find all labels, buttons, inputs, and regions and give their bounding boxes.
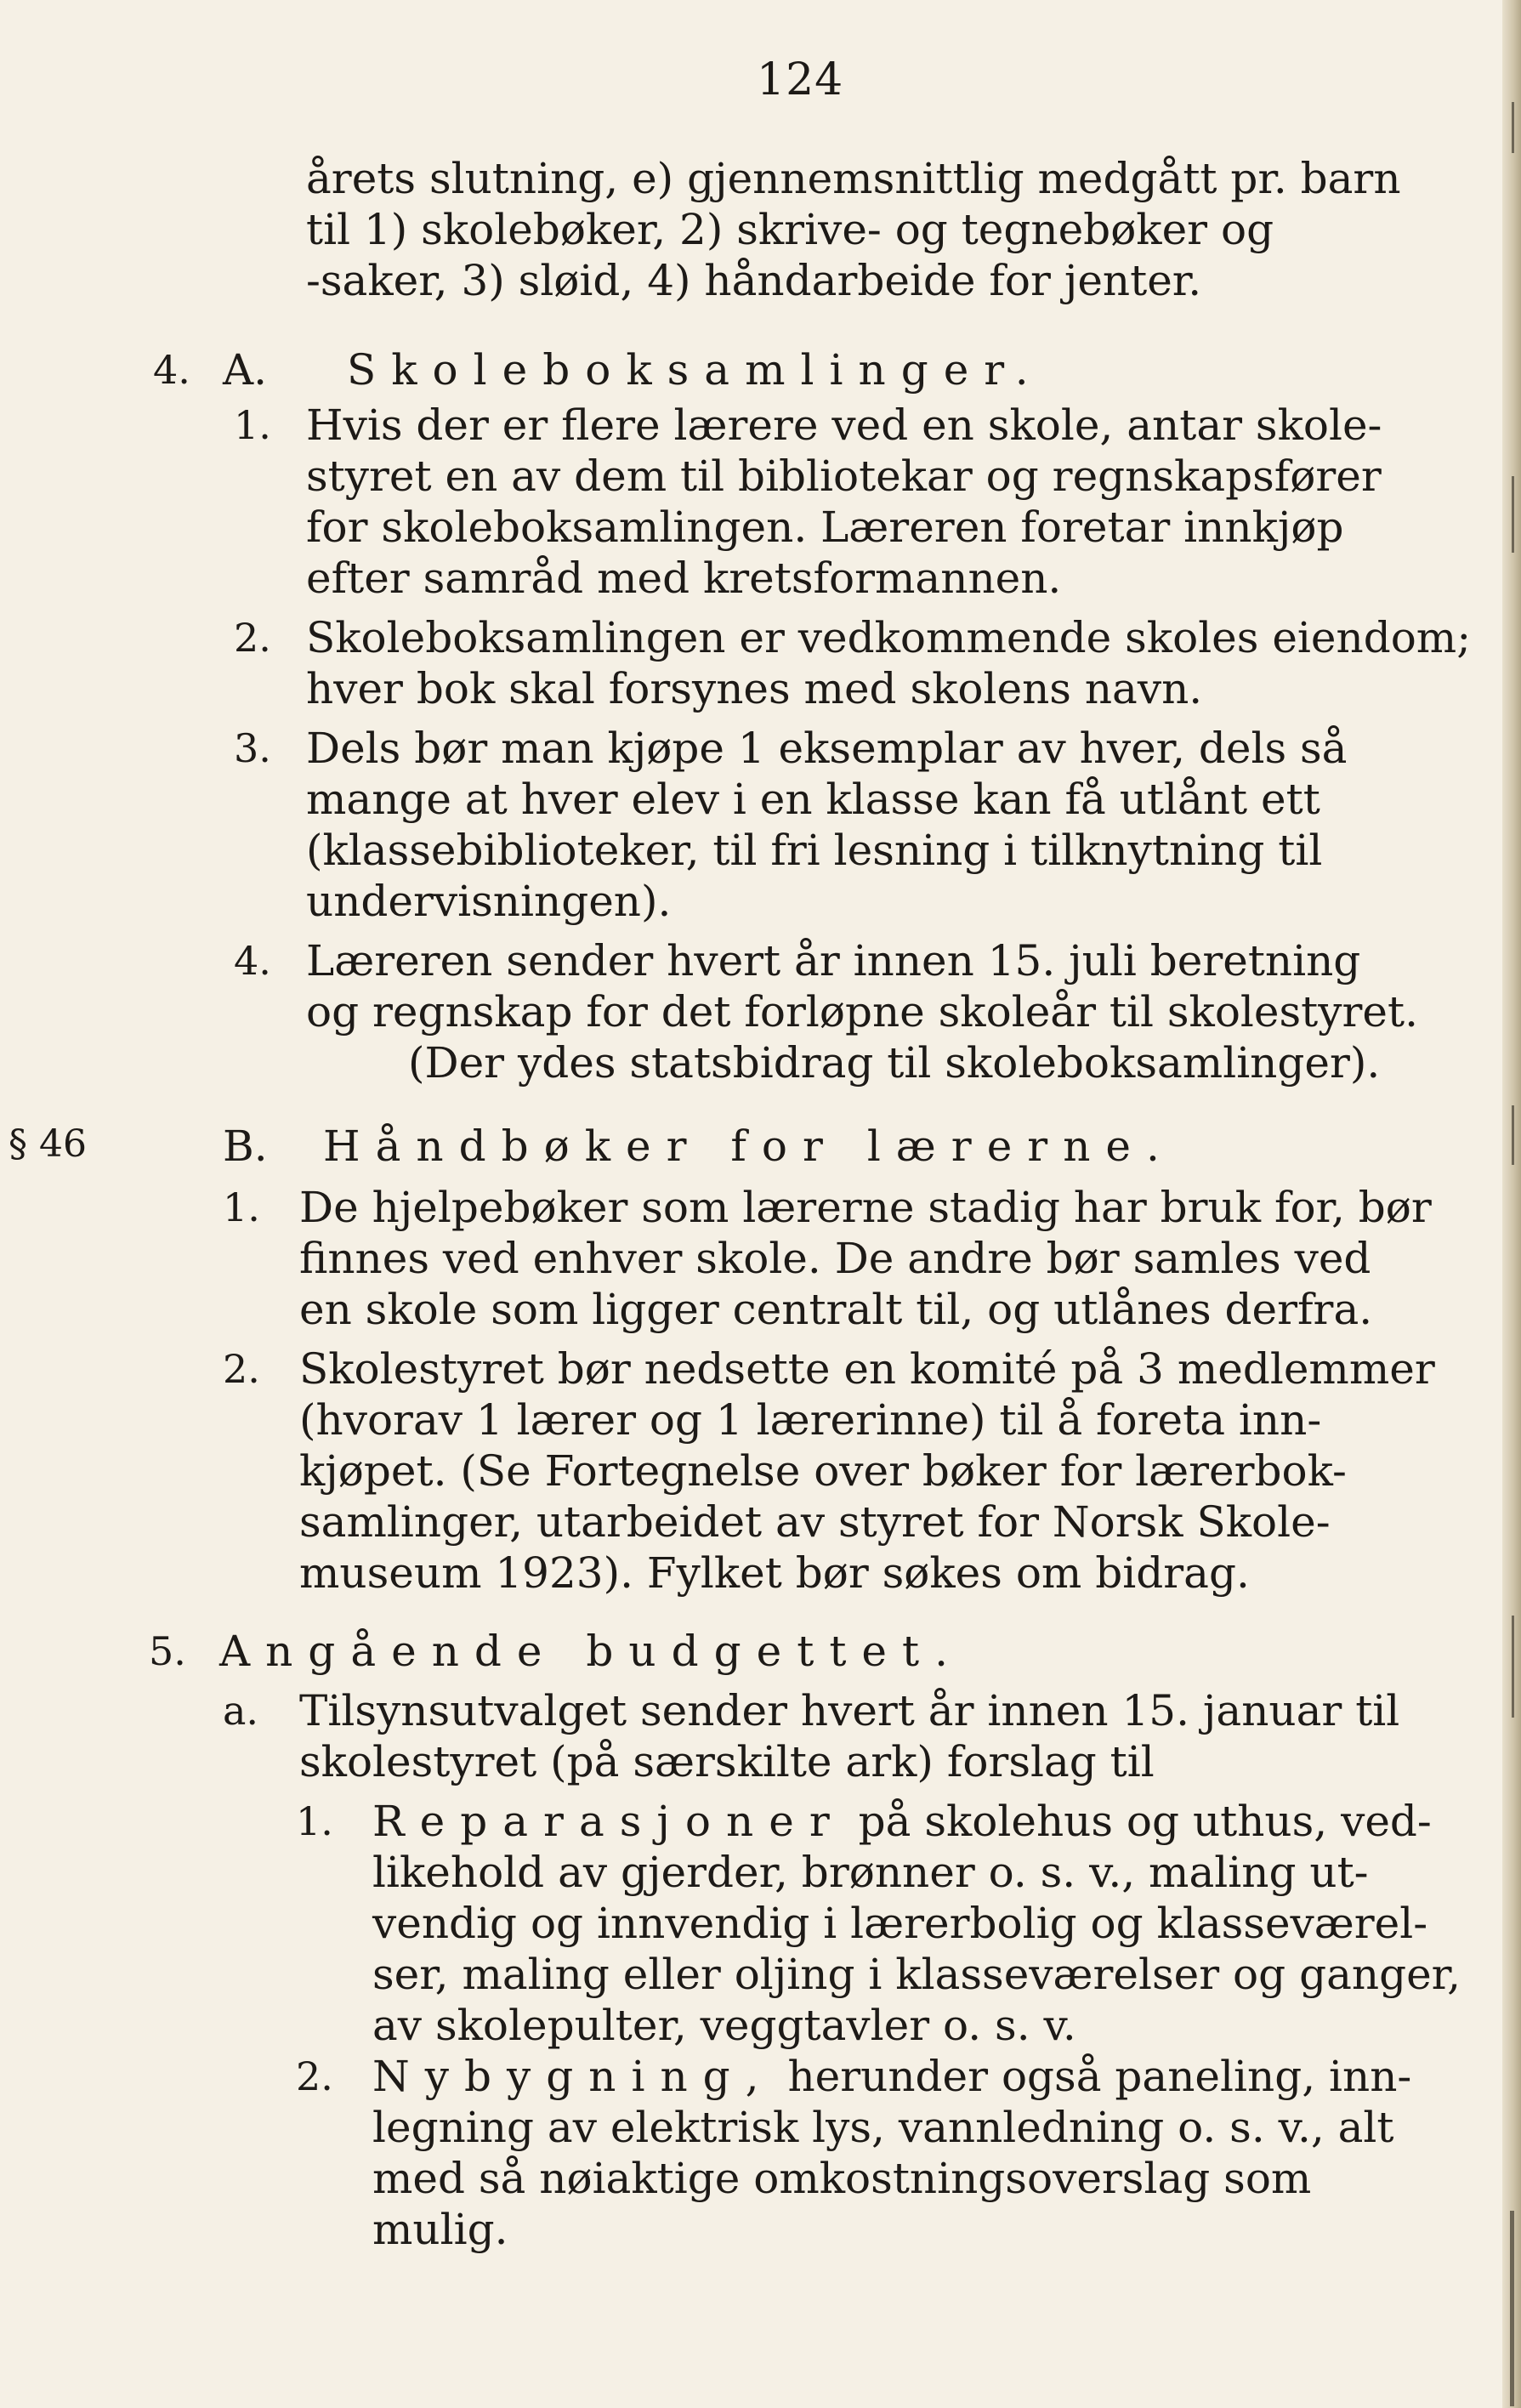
item-line: Læreren sender hvert år innen 15. juli beretning <box>306 936 1361 985</box>
subitem-number: 1. <box>296 1798 333 1844</box>
item-line: mange at hver elev i en klasse kan få utlånt ett <box>306 775 1320 824</box>
subitem-first-line <box>372 1796 1432 1847</box>
subsection-letter: B. <box>223 1122 268 1171</box>
item-line: Hvis der er flere lærere ved en skole, antar skole- <box>306 400 1382 450</box>
item-number: 2. <box>234 615 271 661</box>
item-letter: a. <box>223 1688 259 1734</box>
page-number: 124 <box>757 54 844 105</box>
subsection-heading: Håndbøker for lærerne. <box>323 1122 1175 1171</box>
section-heading: Skoleboksamlinger. <box>347 345 1044 395</box>
item-number: 4. <box>234 938 271 984</box>
subitem-line: likehold av gjerder, brønner o. s. v., maling ut- <box>372 1848 1369 1897</box>
section-letter: A. <box>223 345 268 395</box>
subitem-line: med så nøiaktige omkostningsoverslag som <box>372 2154 1312 2203</box>
section-heading: Angående budgettet. <box>219 1627 963 1676</box>
subitem-lead: Nybygning, <box>372 2052 775 2101</box>
item-number: 1. <box>234 402 271 448</box>
item-line: finnes ved enhver skole. De andre bør samles ved <box>299 1234 1371 1283</box>
subitem-lead: Reparasjoner <box>372 1797 845 1846</box>
item-line: efter samråd med kretsformannen. <box>306 554 1062 603</box>
item-line: De hjelpebøker som lærerne stadig har bruk for, bør <box>299 1183 1432 1232</box>
intro-line: -saker, 3) sløid, 4) håndarbeide for jenter. <box>306 256 1202 305</box>
item-line: Skolestyret bør nedsette en komité på 3 medlemmer <box>299 1344 1435 1394</box>
margin-section-reference: § 46 <box>9 1122 87 1166</box>
item-line: og regnskap for det forløpne skoleår til skolestyret. <box>306 987 1418 1036</box>
subitem-line: mulig. <box>372 2205 508 2254</box>
subitem-line: av skolepulter, veggtavler o. s. v. <box>372 2001 1076 2050</box>
item-line: for skoleboksamlingen. Læreren foretar innkjøp <box>306 503 1344 552</box>
subitem-line: vendig og innvendig i lærerbolig og klasseværel- <box>372 1899 1428 1948</box>
intro-line: til 1) skolebøker, 2) skrive- og tegnebøker og <box>306 205 1274 254</box>
item-line: en skole som ligger centralt til, og utlånes derfra. <box>299 1285 1373 1334</box>
section-number: 4. <box>153 347 190 393</box>
section-number: 5. <box>149 1628 186 1674</box>
subitem-number: 2. <box>296 2053 333 2099</box>
item-line: (hvorav 1 lærer og 1 lærerinne) til å foreta inn- <box>299 1395 1322 1445</box>
item-line: Skoleboksamlingen er vedkommende skoles eiendom; <box>306 613 1472 662</box>
item-number: 3. <box>234 725 271 771</box>
item-line: samlinger, utarbeidet av styret for Norsk Skole- <box>299 1497 1331 1547</box>
subitem-line: ser, maling eller oljing i klasseværelser og ganger, <box>372 1950 1461 1999</box>
subitem-first-rest: på skolehus og uthus, ved- <box>844 1797 1432 1846</box>
subitem-first-line <box>372 2051 1411 2102</box>
item-line: (Der ydes statsbidrag til skoleboksamlinger). <box>408 1038 1381 1088</box>
item-line: museum 1923). Fylket bør søkes om bidrag. <box>299 1548 1250 1598</box>
item-line: skolestyret (på særskilte ark) forslag til <box>299 1737 1155 1786</box>
intro-line: årets slutning, e) gjennemsnittlig medgått pr. barn <box>306 154 1401 203</box>
item-number: 1. <box>223 1184 260 1230</box>
page-edge <box>1502 0 1521 2408</box>
item-line: hver bok skal forsynes med skolens navn. <box>306 664 1203 713</box>
item-line: kjøpet. (Se Fortegnelse over bøker for lærerbok- <box>299 1446 1347 1496</box>
subitem-line: legning av elektrisk lys, vannledning o. s. v., alt <box>372 2103 1394 2152</box>
subitem-first-rest: herunder også paneling, inn- <box>774 2052 1412 2101</box>
item-line: Tilsynsutvalget sender hvert år innen 15. januar til <box>299 1686 1400 1735</box>
item-line: styret en av dem til bibliotekar og regnskapsfører <box>306 452 1382 501</box>
item-line: Dels bør man kjøpe 1 eksemplar av hver, dels så <box>306 724 1348 773</box>
item-number: 2. <box>223 1346 260 1392</box>
item-line: (klassebiblioteker, til fri lesning i tilknytning til <box>306 826 1323 875</box>
item-line: undervisningen). <box>306 877 672 926</box>
